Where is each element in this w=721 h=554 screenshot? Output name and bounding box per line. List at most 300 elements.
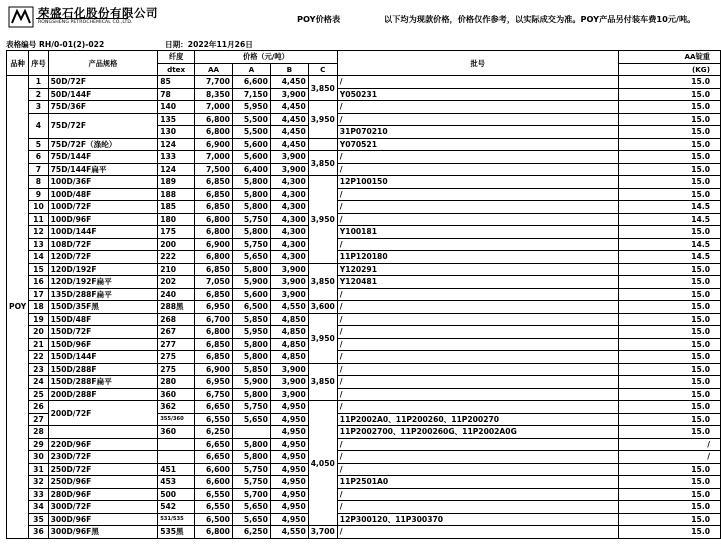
- weight-cell: /: [618, 451, 720, 464]
- price-aa-cell: 6,550: [195, 488, 233, 501]
- table-row: [7, 176, 721, 189]
- seq-cell: 12: [29, 226, 48, 239]
- price-a-cell: 5,900: [232, 276, 270, 289]
- batch-cell: /: [337, 351, 618, 364]
- weight-cell: 15.0: [618, 188, 720, 201]
- company-logo-icon: [8, 6, 34, 28]
- dtex-cell: 453: [158, 476, 195, 489]
- price-b-cell: 4,950: [270, 463, 308, 476]
- batch-cell: /: [337, 463, 618, 476]
- weight-cell: 15.0: [618, 401, 720, 414]
- dtex-cell: 189: [158, 176, 195, 189]
- price-aa-cell: 6,850: [195, 176, 233, 189]
- table-row: [7, 513, 721, 526]
- price-b-cell: 4,950: [270, 501, 308, 514]
- seq-cell: 29: [29, 438, 48, 451]
- spec-cell: 230D/72F: [48, 451, 158, 464]
- seq-cell: 16: [29, 276, 48, 289]
- dtex-cell: 200: [158, 238, 195, 251]
- spec-cell: 75D/72F: [48, 113, 158, 138]
- price-aa-cell: 6,800: [195, 113, 233, 126]
- dtex-cell: 535黑: [158, 526, 195, 539]
- price-c-cell: 3,850: [308, 76, 337, 101]
- batch-cell: Y050231: [337, 88, 618, 101]
- dtex-cell: 288黑: [158, 301, 195, 314]
- weight-cell: /: [618, 438, 720, 451]
- seq-cell: 26: [29, 401, 48, 414]
- price-aa-cell: 6,800: [195, 526, 233, 539]
- dtex-cell: 542: [158, 501, 195, 514]
- spec-cell: 75D/36F: [48, 101, 158, 114]
- spec-cell: 100D/36F: [48, 176, 158, 189]
- price-c-cell: 3,600: [308, 301, 337, 314]
- price-aa-cell: 6,250: [195, 426, 233, 439]
- price-aa-cell: 6,550: [195, 413, 233, 426]
- dtex-cell: 531/535: [158, 513, 195, 526]
- seq-cell: 27: [29, 413, 48, 426]
- spec-cell: 100D/96F: [48, 213, 158, 226]
- price-c-cell: 4,050: [308, 401, 337, 526]
- seq-cell: 13: [29, 238, 48, 251]
- dtex-cell: 451: [158, 463, 195, 476]
- table-row: [7, 326, 721, 339]
- price-a-cell: 5,650: [232, 501, 270, 514]
- batch-cell: /: [337, 401, 618, 414]
- weight-cell: 15.0: [618, 526, 720, 539]
- header-rule: [36, 18, 128, 19]
- col-aa: AA: [195, 63, 233, 76]
- table-row: [7, 138, 721, 151]
- price-a-cell: 5,950: [232, 101, 270, 114]
- price-a-cell: 5,750: [232, 238, 270, 251]
- seq-cell: 36: [29, 526, 48, 539]
- spec-cell: 50D/72F: [48, 76, 158, 89]
- price-aa-cell: 6,650: [195, 451, 233, 464]
- weight-cell: 15.0: [618, 263, 720, 276]
- batch-cell: 11P120180: [337, 251, 618, 264]
- seq-cell: 34: [29, 501, 48, 514]
- price-a-cell: 5,800: [232, 201, 270, 214]
- spec-cell: 100D/144F: [48, 226, 158, 239]
- price-b-cell: 4,850: [270, 326, 308, 339]
- price-date: 日期：2022年11月26日: [165, 40, 253, 49]
- seq-cell: 18: [29, 301, 48, 314]
- col-price-group: 价格（元/吨）: [195, 51, 338, 64]
- batch-cell: /: [337, 301, 618, 314]
- price-a-cell: 5,800: [232, 176, 270, 189]
- price-a-cell: 5,800: [232, 188, 270, 201]
- price-aa-cell: 6,900: [195, 363, 233, 376]
- price-b-cell: 3,900: [270, 388, 308, 401]
- spec-cell: 75D/144F扁平: [48, 163, 158, 176]
- dtex-cell: 135: [158, 113, 195, 126]
- dtex-cell: 124: [158, 138, 195, 151]
- weight-cell: 15.0: [618, 301, 720, 314]
- price-b-cell: 3,900: [270, 363, 308, 376]
- weight-cell: 15.0: [618, 76, 720, 89]
- price-aa-cell: 6,700: [195, 313, 233, 326]
- seq-cell: 5: [29, 138, 48, 151]
- dtex-cell: 275: [158, 363, 195, 376]
- spec-cell: 150D/96F: [48, 338, 158, 351]
- col-weight-unit: (KG): [618, 63, 720, 76]
- col-spec: 产品规格: [48, 51, 158, 76]
- batch-cell: Y120291: [337, 263, 618, 276]
- table-row: [7, 501, 721, 514]
- price-aa-cell: 6,850: [195, 338, 233, 351]
- table-row: [7, 476, 721, 489]
- table-row: [7, 438, 721, 451]
- table-row: [7, 426, 721, 439]
- weight-cell: 15.0: [618, 313, 720, 326]
- col-batch: 批号: [337, 51, 618, 76]
- seq-cell: 28: [29, 426, 48, 439]
- price-b-cell: 3,900: [270, 163, 308, 176]
- price-a-cell: 5,950: [232, 326, 270, 339]
- spec-cell: 120D/192F: [48, 263, 158, 276]
- price-table-body: [7, 76, 721, 539]
- price-aa-cell: 7,000: [195, 151, 233, 164]
- spec-cell: 75D/72F（涤纶）: [48, 138, 158, 151]
- spec-cell: 120D/192F扁平: [48, 276, 158, 289]
- table-row: [7, 338, 721, 351]
- seq-cell: 15: [29, 263, 48, 276]
- spec-cell: 108D/72F: [48, 238, 158, 251]
- price-b-cell: 3,900: [270, 276, 308, 289]
- dtex-cell: 130: [158, 126, 195, 139]
- price-b-cell: 4,850: [270, 338, 308, 351]
- table-row: [7, 238, 721, 251]
- dtex-cell: 275: [158, 351, 195, 364]
- price-aa-cell: 6,850: [195, 288, 233, 301]
- table-row: [7, 201, 721, 214]
- spec-cell: 250D/72F: [48, 463, 158, 476]
- price-a-cell: 6,250: [232, 526, 270, 539]
- batch-cell: /: [337, 488, 618, 501]
- dtex-cell: [158, 438, 195, 451]
- table-row: [7, 163, 721, 176]
- price-aa-cell: 6,600: [195, 476, 233, 489]
- spec-cell: 150D/144F: [48, 351, 158, 364]
- weight-cell: 15.0: [618, 501, 720, 514]
- weight-cell: 15.0: [618, 476, 720, 489]
- price-b-cell: 4,450: [270, 76, 308, 89]
- price-b-cell: 4,950: [270, 476, 308, 489]
- price-aa-cell: 6,800: [195, 226, 233, 239]
- spec-cell: 100D/72F: [48, 201, 158, 214]
- price-b-cell: 3,900: [270, 151, 308, 164]
- weight-cell: 14.5: [618, 251, 720, 264]
- price-b-cell: 4,950: [270, 488, 308, 501]
- weight-cell: 14.5: [618, 201, 720, 214]
- price-b-cell: 4,550: [270, 301, 308, 314]
- table-row: [7, 351, 721, 364]
- price-b-cell: 3,900: [270, 263, 308, 276]
- dtex-cell: 267: [158, 326, 195, 339]
- price-aa-cell: 6,850: [195, 263, 233, 276]
- dtex-cell: 500: [158, 488, 195, 501]
- price-aa-cell: 7,050: [195, 276, 233, 289]
- seq-cell: 6: [29, 151, 48, 164]
- batch-cell: 12P300120、11P300370: [337, 513, 618, 526]
- price-aa-cell: 7,500: [195, 163, 233, 176]
- seq-cell: 35: [29, 513, 48, 526]
- seq-cell: 24: [29, 376, 48, 389]
- batch-cell: /: [337, 526, 618, 539]
- dtex-cell: 124: [158, 163, 195, 176]
- price-aa-cell: 7,700: [195, 76, 233, 89]
- price-b-cell: 4,850: [270, 313, 308, 326]
- spec-cell: 250D/96F: [48, 476, 158, 489]
- seq-cell: 21: [29, 338, 48, 351]
- weight-cell: 15.0: [618, 113, 720, 126]
- price-b-cell: 3,900: [270, 88, 308, 101]
- meta-bar: [0, 38, 721, 50]
- table-row: [7, 76, 721, 89]
- price-a-cell: 5,800: [232, 388, 270, 401]
- spec-cell: 200D/72F: [48, 401, 158, 426]
- table-row: [7, 451, 721, 464]
- batch-cell: /: [337, 163, 618, 176]
- batch-cell: /: [337, 151, 618, 164]
- price-b-cell: 4,300: [270, 176, 308, 189]
- table-row: [7, 313, 721, 326]
- batch-cell: /: [337, 76, 618, 89]
- table-row: [7, 526, 721, 539]
- price-aa-cell: 8,350: [195, 88, 233, 101]
- form-code: 表格编号 RH/0-01(2)-022: [6, 40, 105, 49]
- price-a-cell: 5,500: [232, 126, 270, 139]
- weight-cell: 15.0: [618, 426, 720, 439]
- dtex-cell: 188: [158, 188, 195, 201]
- price-b-cell: 4,300: [270, 201, 308, 214]
- price-b-cell: 3,900: [270, 288, 308, 301]
- table-row: [7, 488, 721, 501]
- seq-cell: 9: [29, 188, 48, 201]
- batch-cell: 31P070210: [337, 126, 618, 139]
- col-category: 品种: [7, 51, 29, 76]
- price-a-cell: 5,700: [232, 488, 270, 501]
- price-a-cell: 5,800: [232, 338, 270, 351]
- price-c-cell: 3,850: [308, 363, 337, 401]
- price-c-cell: 3,850: [308, 151, 337, 176]
- weight-cell: 15.0: [618, 276, 720, 289]
- col-weight: AA锭重: [618, 51, 720, 64]
- weight-cell: 15.0: [618, 413, 720, 426]
- seq-cell: 8: [29, 176, 48, 189]
- price-a-cell: 5,850: [232, 313, 270, 326]
- price-c-cell: 3,950: [308, 101, 337, 139]
- price-aa-cell: 6,500: [195, 513, 233, 526]
- seq-cell: 1: [29, 76, 48, 89]
- dtex-cell: 268: [158, 313, 195, 326]
- dtex-cell: 360: [158, 426, 195, 439]
- seq-cell: 31: [29, 463, 48, 476]
- price-aa-cell: 7,000: [195, 101, 233, 114]
- spec-cell: 300D/96F黑: [48, 526, 158, 539]
- weight-cell: 15.0: [618, 88, 720, 101]
- price-aa-cell: 6,950: [195, 376, 233, 389]
- table-row: [7, 263, 721, 276]
- batch-cell: /: [337, 338, 618, 351]
- dtex-cell: 210: [158, 263, 195, 276]
- seq-cell: 11: [29, 213, 48, 226]
- price-aa-cell: 6,600: [195, 463, 233, 476]
- col-b: B: [270, 63, 308, 76]
- price-aa-cell: 6,850: [195, 188, 233, 201]
- dtex-cell: 240: [158, 288, 195, 301]
- table-row: [7, 101, 721, 114]
- price-a-cell: 5,650: [232, 513, 270, 526]
- price-notice: 以下均为现款价格，价格仅作参考，以实际成交为准。POY产品另付装车费10元/吨。: [384, 14, 696, 24]
- batch-cell: /: [337, 326, 618, 339]
- price-a-cell: 6,400: [232, 163, 270, 176]
- price-a-cell: 5,650: [232, 413, 270, 426]
- price-aa-cell: 6,550: [195, 501, 233, 514]
- dtex-cell: 133: [158, 151, 195, 164]
- weight-cell: 15.0: [618, 138, 720, 151]
- price-b-cell: 4,550: [270, 526, 308, 539]
- weight-cell: 15.0: [618, 101, 720, 114]
- seq-cell: 22: [29, 351, 48, 364]
- weight-cell: 15.0: [618, 363, 720, 376]
- price-a-cell: 5,800: [232, 438, 270, 451]
- price-b-cell: 4,300: [270, 188, 308, 201]
- table-row: [7, 151, 721, 164]
- dtex-cell: 360: [158, 388, 195, 401]
- dtex-cell: 202: [158, 276, 195, 289]
- seq-cell: 32: [29, 476, 48, 489]
- price-aa-cell: 6,900: [195, 138, 233, 151]
- price-a-cell: 5,800: [232, 351, 270, 364]
- price-c-cell: [308, 138, 337, 151]
- weight-cell: 15.0: [618, 388, 720, 401]
- price-b-cell: 4,300: [270, 251, 308, 264]
- price-b-cell: 4,950: [270, 438, 308, 451]
- seq-cell: 14: [29, 251, 48, 264]
- batch-cell: 12P100150: [337, 176, 618, 189]
- spec-cell: 150D/72F: [48, 326, 158, 339]
- weight-cell: 15.0: [618, 376, 720, 389]
- batch-cell: 11P2501A0: [337, 476, 618, 489]
- spec-cell: 200D/288F: [48, 388, 158, 401]
- price-c-cell: 3,700: [308, 526, 337, 539]
- spec-cell: 75D/144F: [48, 151, 158, 164]
- price-a-cell: 5,900: [232, 376, 270, 389]
- spec-cell: 220D/96F: [48, 438, 158, 451]
- price-b-cell: 4,950: [270, 413, 308, 426]
- header: [0, 0, 721, 36]
- spec-cell: 150D/48F: [48, 313, 158, 326]
- batch-cell: /: [337, 451, 618, 464]
- price-aa-cell: 6,650: [195, 401, 233, 414]
- seq-cell: 4: [29, 113, 48, 138]
- table-row: [7, 388, 721, 401]
- batch-cell: /: [337, 213, 618, 226]
- table-row: [7, 376, 721, 389]
- price-aa-cell: 6,800: [195, 126, 233, 139]
- seq-cell: 19: [29, 313, 48, 326]
- table-row: [7, 251, 721, 264]
- price-a-cell: 5,800: [232, 451, 270, 464]
- price-a-cell: 5,850: [232, 363, 270, 376]
- table-row: [7, 88, 721, 101]
- price-c-cell: 3,850: [308, 263, 337, 301]
- price-b-cell: 4,450: [270, 126, 308, 139]
- price-a-cell: 5,600: [232, 138, 270, 151]
- weight-cell: 15.0: [618, 126, 720, 139]
- price-b-cell: 4,300: [270, 213, 308, 226]
- weight-cell: 15.0: [618, 176, 720, 189]
- price-a-cell: 5,800: [232, 226, 270, 239]
- price-aa-cell: 6,800: [195, 213, 233, 226]
- table-row: [7, 463, 721, 476]
- price-b-cell: 4,450: [270, 113, 308, 126]
- batch-cell: Y070521: [337, 138, 618, 151]
- price-a-cell: 6,600: [232, 76, 270, 89]
- price-b-cell: 4,950: [270, 401, 308, 414]
- price-aa-cell: 6,800: [195, 326, 233, 339]
- spec-cell: [48, 426, 158, 439]
- weight-cell: 15.0: [618, 351, 720, 364]
- col-c: C: [308, 63, 337, 76]
- table-row: [7, 226, 721, 239]
- weight-cell: 14.5: [618, 213, 720, 226]
- table-row: [7, 188, 721, 201]
- dtex-cell: 78: [158, 88, 195, 101]
- company-name-en: RONGSHENG PETROCHEMICAL CO.,LTD.: [38, 20, 133, 25]
- price-a-cell: 6,500: [232, 301, 270, 314]
- seq-cell: 7: [29, 163, 48, 176]
- weight-cell: 15.0: [618, 288, 720, 301]
- col-dtex-unit: dtex: [158, 63, 195, 76]
- spec-cell: 135D/288F扁平: [48, 288, 158, 301]
- batch-cell: Y120481: [337, 276, 618, 289]
- price-a-cell: 5,600: [232, 151, 270, 164]
- spec-cell: 100D/48F: [48, 188, 158, 201]
- spec-cell: 120D/72F: [48, 251, 158, 264]
- price-table: [6, 50, 721, 539]
- price-aa-cell: 6,850: [195, 201, 233, 214]
- seq-cell: 23: [29, 363, 48, 376]
- dtex-cell: 140: [158, 101, 195, 114]
- col-a: A: [232, 63, 270, 76]
- weight-cell: 15.0: [618, 513, 720, 526]
- dtex-cell: 277: [158, 338, 195, 351]
- price-a-cell: 5,650: [232, 251, 270, 264]
- batch-cell: /: [337, 501, 618, 514]
- price-b-cell: 4,950: [270, 513, 308, 526]
- batch-cell: /: [337, 438, 618, 451]
- page-title: POY价格表: [297, 14, 341, 24]
- weight-cell: 15.0: [618, 463, 720, 476]
- batch-cell: 11P2002A0、11P200260、11P200270: [337, 413, 618, 426]
- price-a-cell: [232, 426, 270, 439]
- price-b-cell: 4,850: [270, 351, 308, 364]
- price-b-cell: 4,950: [270, 451, 308, 464]
- weight-cell: 15.0: [618, 226, 720, 239]
- weight-cell: 14.5: [618, 238, 720, 251]
- dtex-cell: 222: [158, 251, 195, 264]
- weight-cell: 15.0: [618, 488, 720, 501]
- table-row: [7, 288, 721, 301]
- batch-cell: /: [337, 313, 618, 326]
- batch-cell: Y100181: [337, 226, 618, 239]
- dtex-cell: [158, 451, 195, 464]
- batch-cell: /: [337, 288, 618, 301]
- price-a-cell: 5,500: [232, 113, 270, 126]
- price-a-cell: 7,150: [232, 88, 270, 101]
